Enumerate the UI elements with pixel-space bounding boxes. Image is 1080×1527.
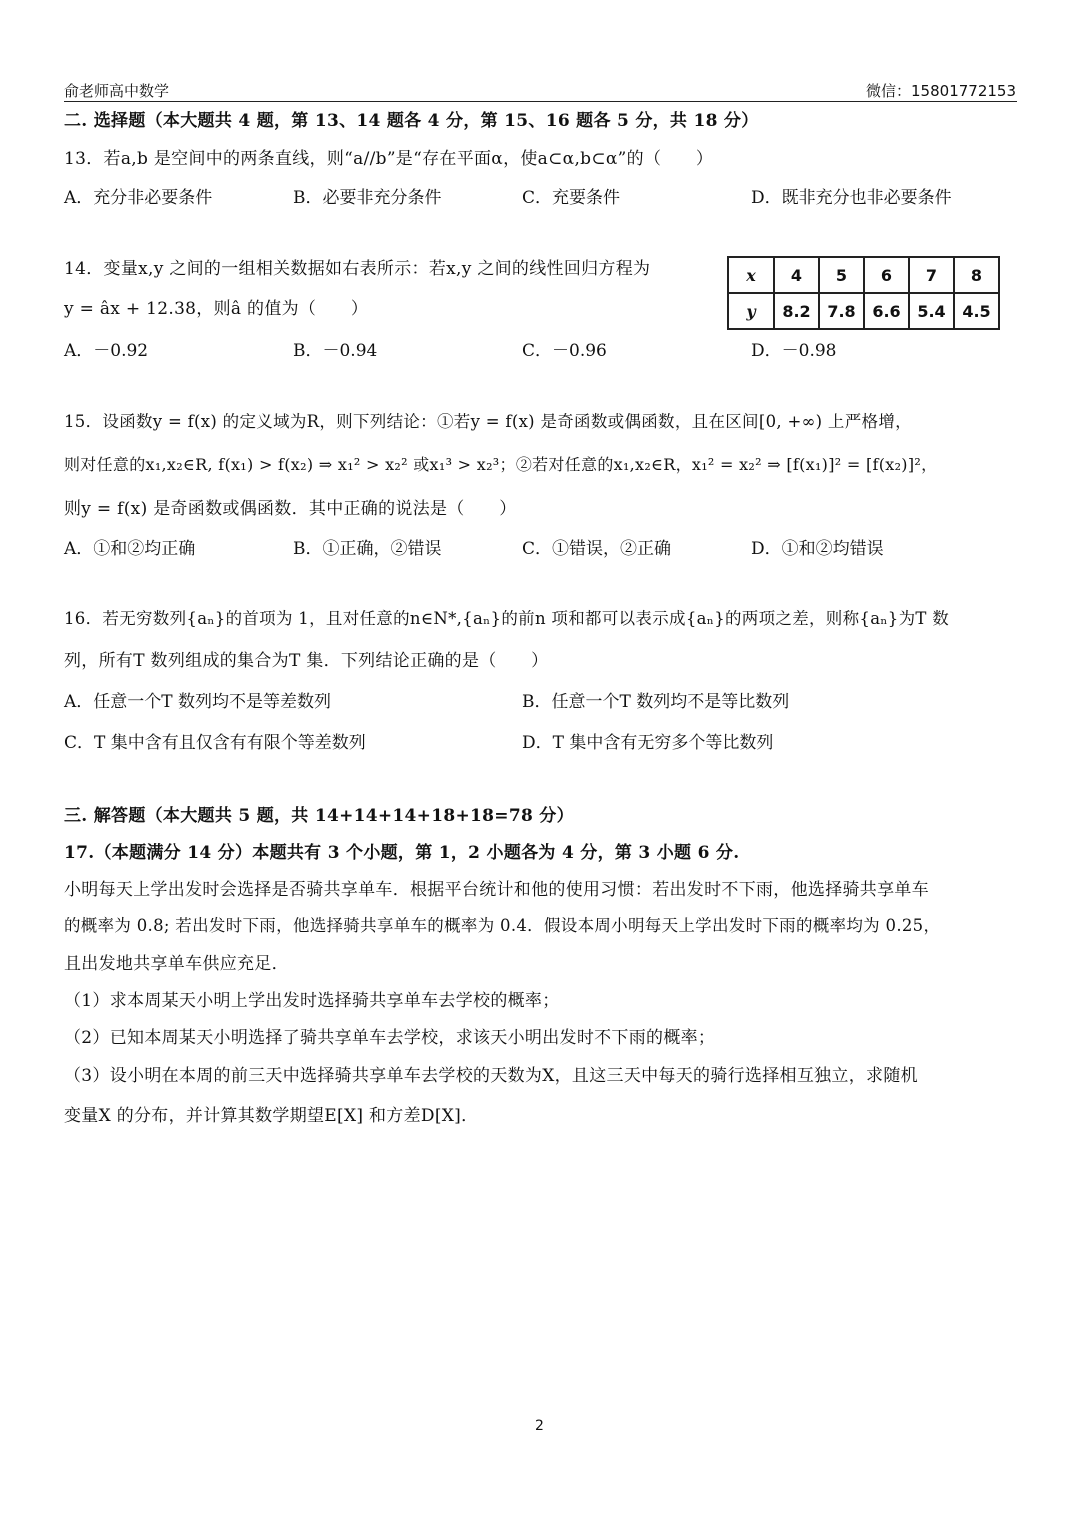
q13-option-b: B．必要非充分条件	[293, 188, 442, 208]
q15-option-c: C．①错误，②正确	[522, 539, 672, 559]
section2-title: 二. 选择题（本大题共 4 题，第 13、14 题各 4 分，第 15、16 题各 5 分，共 18 分）	[64, 111, 759, 131]
table-row-y	[728, 293, 999, 329]
table-cell: 5	[819, 257, 864, 293]
table-cell: 4	[774, 257, 819, 293]
q16-option-d: D．T 集中含有无穷多个等比数列	[522, 733, 774, 753]
table-cell: 5.4	[909, 293, 954, 329]
q16-line2: 列，所有T 数列组成的集合为T 集．下列结论正确的是（ ）	[64, 651, 549, 671]
q16-line1: 16．若无穷数列{aₙ}的首项为 1，且对任意的n∈N*,{aₙ}的前n 项和都可以表示成{aₙ}的两项之差，则称{aₙ}为T 数	[64, 609, 950, 628]
table-cell: 7	[909, 257, 954, 293]
q15-line1: 15．设函数y = f(x) 的定义域为R，则下列结论：①若y = f(x) 是奇函数或偶函数，且在区间[0, +∞) 上严格增，	[64, 412, 912, 431]
q16-option-c: C．T 集中含有且仅含有有限个等差数列	[64, 733, 366, 753]
q15-option-a: A．①和②均正确	[64, 539, 196, 559]
q16-option-b: B．任意一个T 数列均不是等比数列	[522, 692, 790, 712]
q17-head: 17.（本题满分 14 分）本题共有 3 个小题，第 1，2 小题各为 4 分，第 3 小题 6 分.	[64, 843, 740, 863]
q14-line1: 14．变量x,y 之间的一组相关数据如右表所示：若x,y 之间的线性回归方程为	[64, 259, 651, 279]
header-right: 微信：15801772153	[866, 82, 1016, 100]
q13-option-d: D．既非充分也非必要条件	[751, 188, 952, 208]
q17-subquestion-1: （1）求本周某天小明上学出发时选择骑共享单车去学校的概率；	[64, 991, 560, 1011]
table-cell: 7.8	[819, 293, 864, 329]
table-cell: 8	[954, 257, 999, 293]
table-header-y: y	[728, 293, 774, 329]
q14-option-b: B．－0.94	[293, 341, 378, 361]
header-rule	[64, 101, 1017, 102]
page-number: 2	[535, 1418, 544, 1434]
q14-option-d: D．－0.98	[751, 341, 837, 361]
q13-option-a: A．充分非必要条件	[64, 188, 213, 208]
q17-subquestion-2: （2）已知本周某天小明选择了骑共享单车去学校，求该天小明出发时不下雨的概率；	[64, 1028, 716, 1048]
q15-option-b: B．①正确，②错误	[293, 539, 442, 559]
q15-line2: 则对任意的x₁,x₂∈R, f(x₁) > f(x₂) ⇒ x₁² > x₂² 或x₁³ > x₂³；②若对任意的x₁,x₂∈R，x₁² = x₂² ⇒ [f(x₁)]² = [f(x₂)]²，	[64, 455, 938, 474]
table-row-x	[728, 257, 999, 293]
q17-subquestion-3-line2: 变量X 的分布，并计算其数学期望E[X] 和方差D[X]．	[64, 1106, 479, 1126]
header-left: 俞老师高中数学	[64, 82, 170, 100]
q17-paragraph-line2: 的概率为 0.8; 若出发时下雨，他选择骑共享单车的概率为 0.4．假设本周小明每天上学出发时下雨的概率均为 0.25，	[64, 916, 941, 935]
q17-paragraph-line3: 且出发地共享单车供应充足．	[64, 954, 289, 974]
q14-data-table	[727, 256, 1000, 330]
q15-option-d: D．①和②均错误	[751, 539, 884, 559]
section3-title: 三. 解答题（本大题共 5 题，共 14+14+14+18+18=78 分）	[64, 806, 574, 826]
q13-option-c: C．充要条件	[522, 188, 621, 208]
q15-line3: 则y = f(x) 是奇函数或偶函数．其中正确的说法是（ ）	[64, 499, 517, 519]
q17-subquestion-3-line1: （3）设小明在本周的前三天中选择骑共享单车去学校的天数为X，且这三天中每天的骑行选择相互独立，求随机	[64, 1066, 918, 1086]
q16-option-a: A．任意一个T 数列均不是等差数列	[64, 692, 332, 712]
q17-paragraph-line1: 小明每天上学出发时会选择是否骑共享单车．根据平台统计和他的使用习惯：若出发时不下雨，他选择骑共享单车	[64, 880, 929, 900]
table-header-x: x	[728, 257, 774, 293]
q14-line2: y = âx + 12.38，则â 的值为（ ）	[64, 299, 369, 319]
q14-option-c: C．－0.96	[522, 341, 607, 361]
q14-option-a: A．－0.92	[64, 341, 149, 361]
table-cell: 6.6	[864, 293, 909, 329]
table-cell: 6	[864, 257, 909, 293]
q13-stem: 13．若a,b 是空间中的两条直线，则“a//b”是“存在平面α，使a⊂α,b⊂α”的（ ）	[64, 149, 714, 169]
table-cell: 4.5	[954, 293, 999, 329]
table-cell: 8.2	[774, 293, 819, 329]
